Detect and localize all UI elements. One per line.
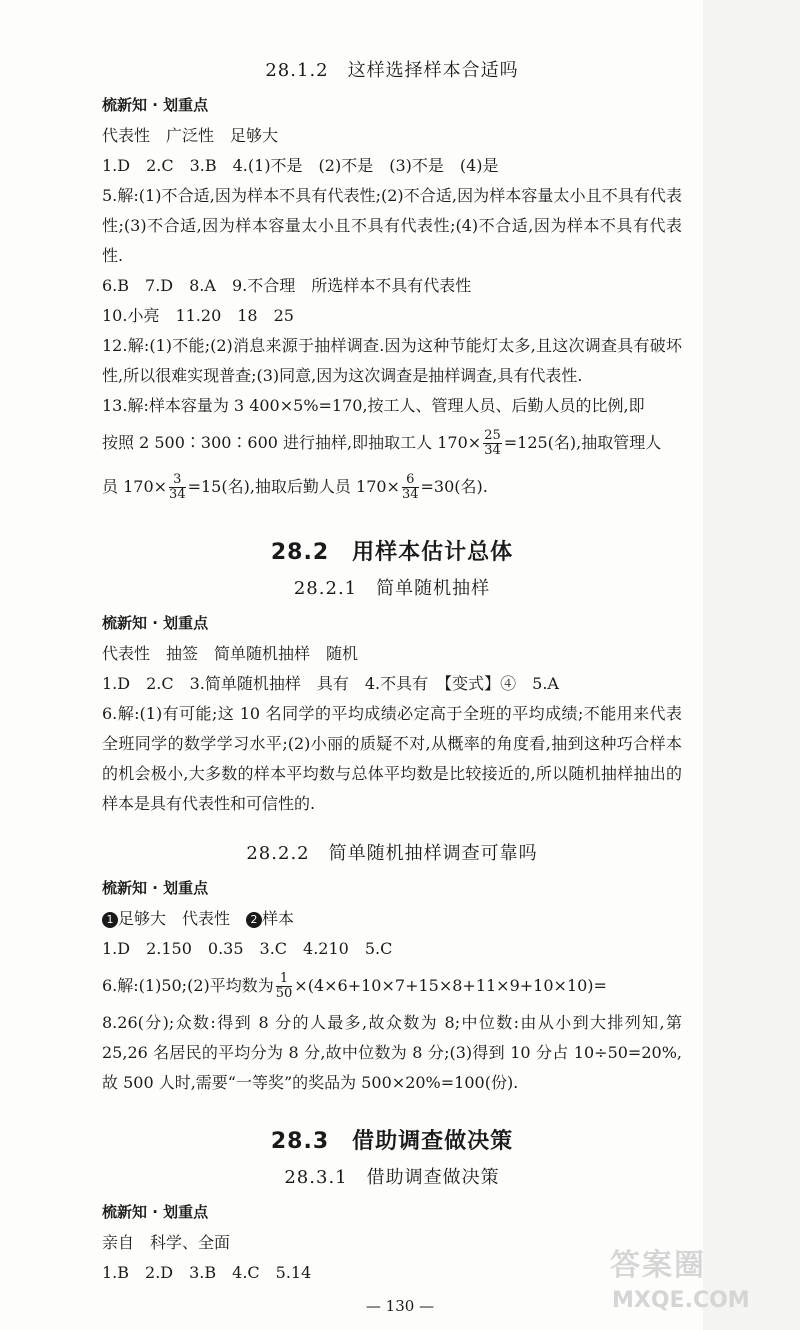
text-segment: 6.解:(1)50;(2)平均数为 [102, 976, 274, 995]
page-number: — 130 — [365, 1297, 435, 1315]
answer-line: 亲自 科学、全面 [102, 1233, 231, 1252]
answer-line: 1.D 2.150 0.35 3.C 4.210 5.C [102, 939, 393, 958]
answer-paragraph: 12.解:(1)不能;(2)消息来源于抽样调查.因为这种节能灯太多,且这次调查具有破坏性,所以很难实现普查;(3)同意,因为这次调查是抽样调查,具有代表性. [102, 336, 682, 385]
watermark-logo: 答案圈 [610, 1248, 706, 1283]
answer-line: 代表性 广泛性 足够大 [102, 126, 279, 145]
denominator: 50 [275, 986, 293, 1001]
key-points-tag: 梳新知 · 划重点 [102, 96, 209, 114]
circled-number: 1 [102, 912, 118, 928]
adjacent-page-edge [703, 0, 800, 1330]
answer-paragraph: 6.解:(1)有可能;这 10 名同学的平均成绩必定高于全班的平均成绩;不能用来代表全班同学的数学学习水平;(2)小丽的质疑不对,从概率的角度看,抽到这种巧合样本的机会极小,大多数的样本平均数与总体平均数是比较接近的,所以随机抽样抽出的样本是具有代表性和可信性的. [102, 704, 682, 813]
fraction [169, 473, 186, 502]
answer-line-with-fraction [102, 465, 682, 509]
section-title-28-2: 28.2 用样本估计总体 [270, 540, 514, 565]
answer-line-with-fraction [102, 421, 682, 465]
text-segment: 足够大 代表性 [118, 909, 247, 928]
answer-line: 13.解:样本容量为 3 400×5%=170,按工人、管理人员、后勤人员的比例,即 [102, 396, 645, 415]
answer-paragraph: 5.解:(1)不合适,因为样本不具有代表性;(2)不合适,因为样本容量太小且不具有代表性;(3)不合适,因为样本容量太小且不具有代表性;(4)不合适,因为样本不具有代表性. [102, 186, 682, 265]
answer-line: 1.D 2.C 3.B 4.(1)不是 (2)不是 (3)不是 (4)是 [102, 156, 499, 175]
section-title-28-1-2: 28.1.2 这样选择样本合适吗 [265, 60, 519, 81]
text-segment: =15(名),抽取后勤人员 170× [187, 477, 400, 496]
section-subtitle-28-2-2: 28.2.2 简单随机抽样调查可靠吗 [246, 843, 538, 864]
text-segment: =30(名). [420, 477, 488, 496]
answer-line [102, 904, 682, 934]
answer-line: 10.小亮 11.20 18 25 [102, 306, 294, 325]
text-segment: 按照 2 500∶300∶600 进行抽样,即抽取工人 170× [102, 433, 482, 452]
denominator: 34 [484, 443, 501, 458]
text-segment: ×(4×6+10×7+15×8+11×9+10×10)= [294, 976, 607, 995]
answer-line: 1.B 2.D 3.B 4.C 5.14 [102, 1263, 312, 1282]
answer-line: 1.D 2.C 3.简单随机抽样 具有 4.不具有 【变式】④ 5.A [102, 674, 559, 693]
numerator: 6 [402, 473, 419, 488]
section-subtitle-28-2-1: 28.2.1 简单随机抽样 [293, 578, 491, 599]
text-segment: 样本 [262, 909, 295, 928]
numerator: 1 [276, 972, 293, 987]
answer-content [102, 50, 682, 1288]
text-segment: 员 170× [102, 477, 168, 496]
answer-line: 6.B 7.D 8.A 9.不合理 所选样本不具有代表性 [102, 276, 472, 295]
denominator: 34 [401, 487, 419, 502]
answer-line: 代表性 抽签 简单随机抽样 随机 [102, 644, 359, 663]
numerator: 25 [484, 428, 501, 443]
numerator: 3 [169, 473, 186, 488]
watermark-url: MXQE.COM [612, 1288, 750, 1313]
denominator: 34 [169, 487, 186, 502]
answer-paragraph: 8.26(分);众数:得到 8 分的人最多,故众数为 8;中位数:由从小到大排列知,第 25,26 名居民的平均分为 8 分,故中位数为 8 分;(3)得到 10 分占 10÷50=20%,故 500 人时,需要“一等奖”的奖品为 500×20%=100(份). [102, 1013, 682, 1092]
circled-number: 2 [246, 912, 262, 928]
fraction [483, 429, 502, 458]
section-subtitle-28-3-1: 28.3.1 借助调查做决策 [284, 1167, 500, 1188]
answer-line-with-fraction [102, 964, 682, 1008]
fraction [276, 972, 293, 1001]
key-points-tag: 梳新知 · 划重点 [102, 614, 209, 632]
key-points-tag: 梳新知 · 划重点 [102, 1203, 209, 1221]
text-segment: =125(名),抽取管理人 [503, 433, 662, 452]
key-points-tag: 梳新知 · 划重点 [102, 879, 209, 897]
fraction [402, 473, 419, 502]
section-title-28-3: 28.3 借助调查做决策 [270, 1129, 514, 1154]
